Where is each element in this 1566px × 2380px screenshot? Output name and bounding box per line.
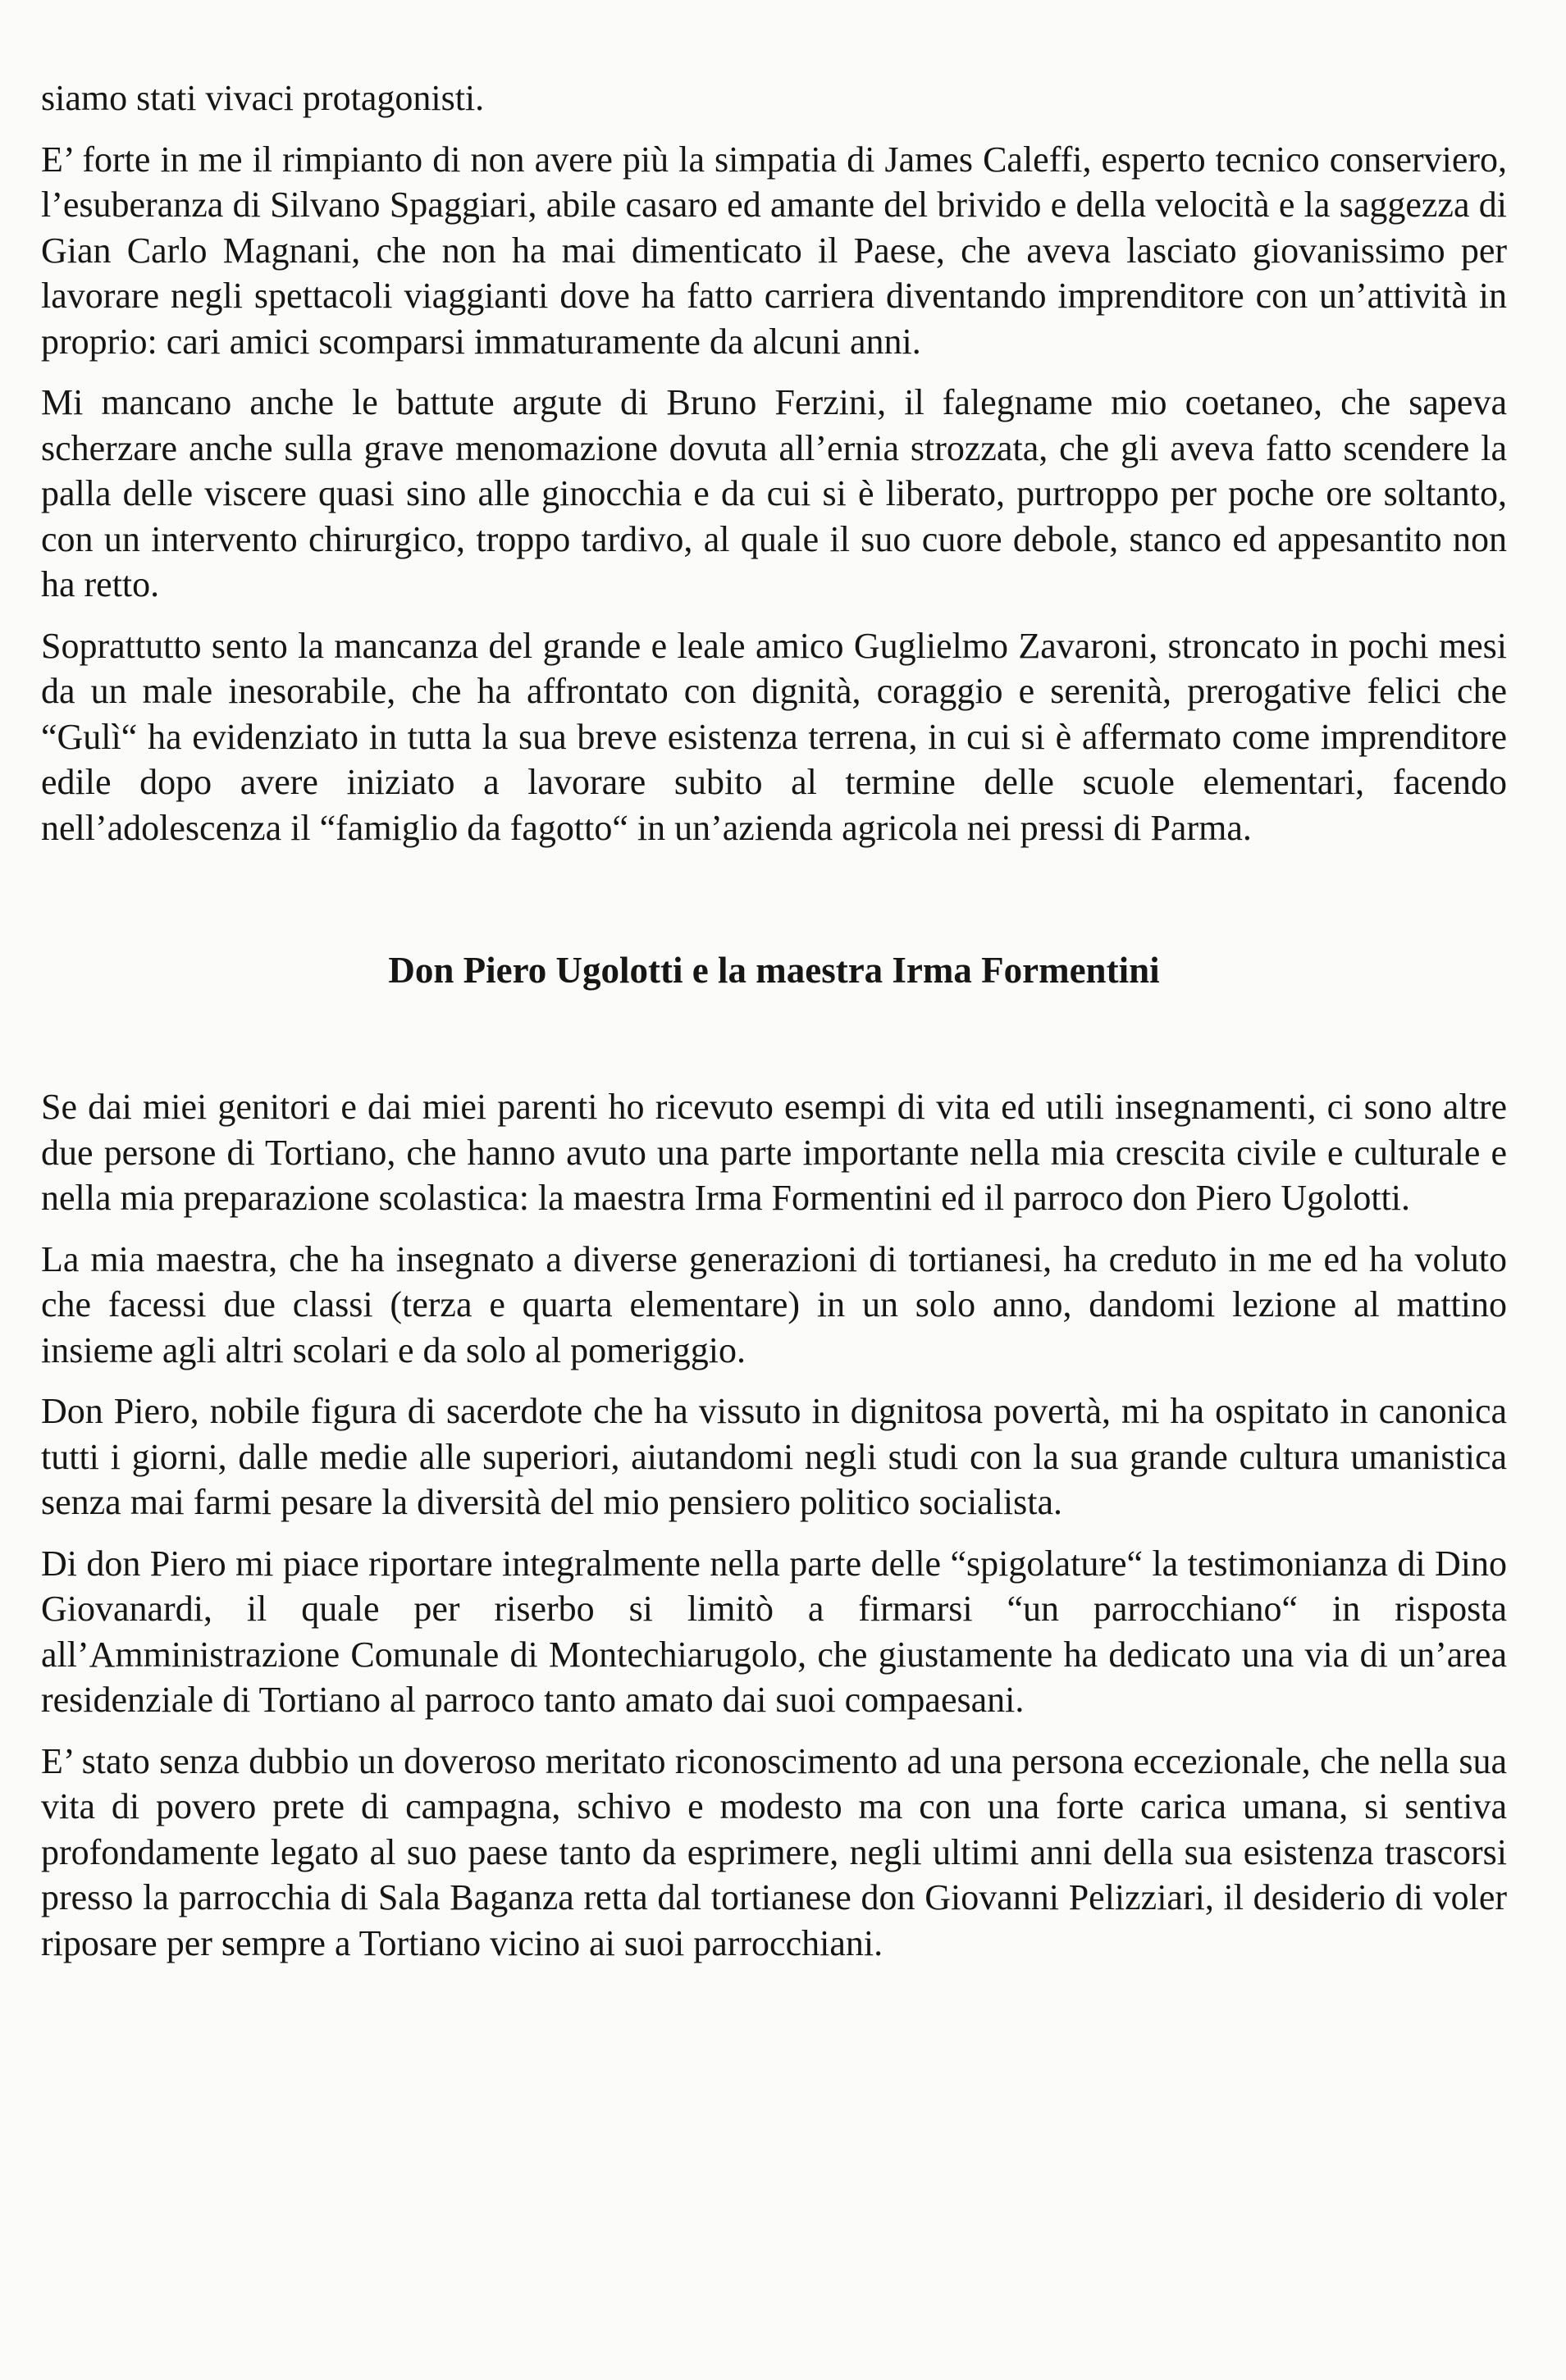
paragraph-caleffi-spaggiari-magnani: E’ forte in me il rimpianto di non avere più la simpatia di James Caleffi, esperto tecnico conserviero, l’esuberanza di Silvano Spaggiari, abile casaro ed amante del brivido e della velocità e la saggezza di Gian Carlo Magnani, che non ha mai dimenticato il Paese, che aveva lasciato giovanissimo per lavorare negli spettacoli viaggianti dove ha fatto carriera diventando imprenditore con un’attività in proprio: cari amici scomparsi immaturamente da alcuni anni.: [41, 139, 1507, 362]
paragraph-genitori-insegnamenti: Se dai miei genitori e dai miei parenti ho ricevuto esempi di vita ed utili insegnamenti, ci sono altre due persone di Tortiano, che hanno avuto una parte importante nella mia crescita civile e culturale e nella mia preparazione scolastica: la maestra Irma Formentini ed il parroco don Piero Ugolotti.: [41, 1087, 1507, 1218]
paragraph-riconoscimento: E’ stato senza dubbio un doveroso meritato riconoscimento ad una persona eccezionale, che nella sua vita di povero prete di campagna, schivo e modesto ma con una forte carica umana, si sentiva profondamente legato al suo paese tanto da esprimere, negli ultimi anni della sua esistenza trascorsi presso la parrocchia di Sala Baganza retta dal tortianese don Giovanni Pelizziari, il desiderio di voler riposare per sempre a Tortiano vicino ai suoi parrocchiani.: [41, 1740, 1507, 1963]
paragraph-bruno-ferzini: Mi mancano anche le battute argute di Bruno Ferzini, il falegname mio coetaneo, che sapeva scherzare anche sulla grave menomazione dovuta all’ernia strozzata, che gli aveva fatto scendere la palla delle viscere quasi sino alle ginocchia e da cui si è liberato, purtroppo per poche ore soltanto, con un intervento chirurgico, troppo tardivo, al quale il suo cuore debole, stanco ed appesantito non ha retto.: [41, 382, 1507, 604]
paragraph-continuation: siamo stati vivaci protagonisti.: [41, 78, 485, 118]
paragraph-don-piero: Don Piero, nobile figura di sacerdote che ha vissuto in dignitosa povertà, mi ha ospitato in canonica tutti i giorni, dalle medie alle superiori, aiutandomi negli studi con la sua grande cultura umanistica senza mai farmi pesare la diversità del mio pensiero politico socialista.: [41, 1391, 1507, 1522]
paragraph-guglielmo-zavaroni: Soprattutto sento la mancanza del grande e leale amico Guglielmo Zavaroni, stroncato in pochi mesi da un male inesorabile, che ha affrontato con dignità, coraggio e serenità, prerogative felici che “Gulì“ ha evidenziato in tutta la sua breve esistenza terrena, in cui si è affermato come imprenditore edile dopo avere iniziato a lavorare subito al termine delle scuole elementari, facendo nell’adolescenza il “famiglio da fagotto“ in un’azienda agricola nei pressi di Parma.: [41, 625, 1507, 848]
paragraph-maestra: La mia maestra, che ha insegnato a diverse generazioni di tortianesi, ha creduto in me ed ha voluto che facessi due classi (terza e quarta elementare) in un solo anno, dandomi lezione al mattino insieme agli altri scolari e da solo al pomeriggio.: [41, 1238, 1507, 1370]
section-title: Don Piero Ugolotti e la maestra Irma Formentini: [388, 950, 1160, 991]
paragraph-spigolature: Di don Piero mi piace riportare integralmente nella parte delle “spigolature“ la testimonianza di Dino Giovanardi, il quale per riserbo si limitò a firmarsi “un parrocchiano“ in risposta all’Amministrazione Comunale di Montechiarugolo, che giustamente ha dedicato una via di un’area residenziale di Tortiano al parroco tanto amato dai suoi compaesani.: [41, 1543, 1507, 1720]
